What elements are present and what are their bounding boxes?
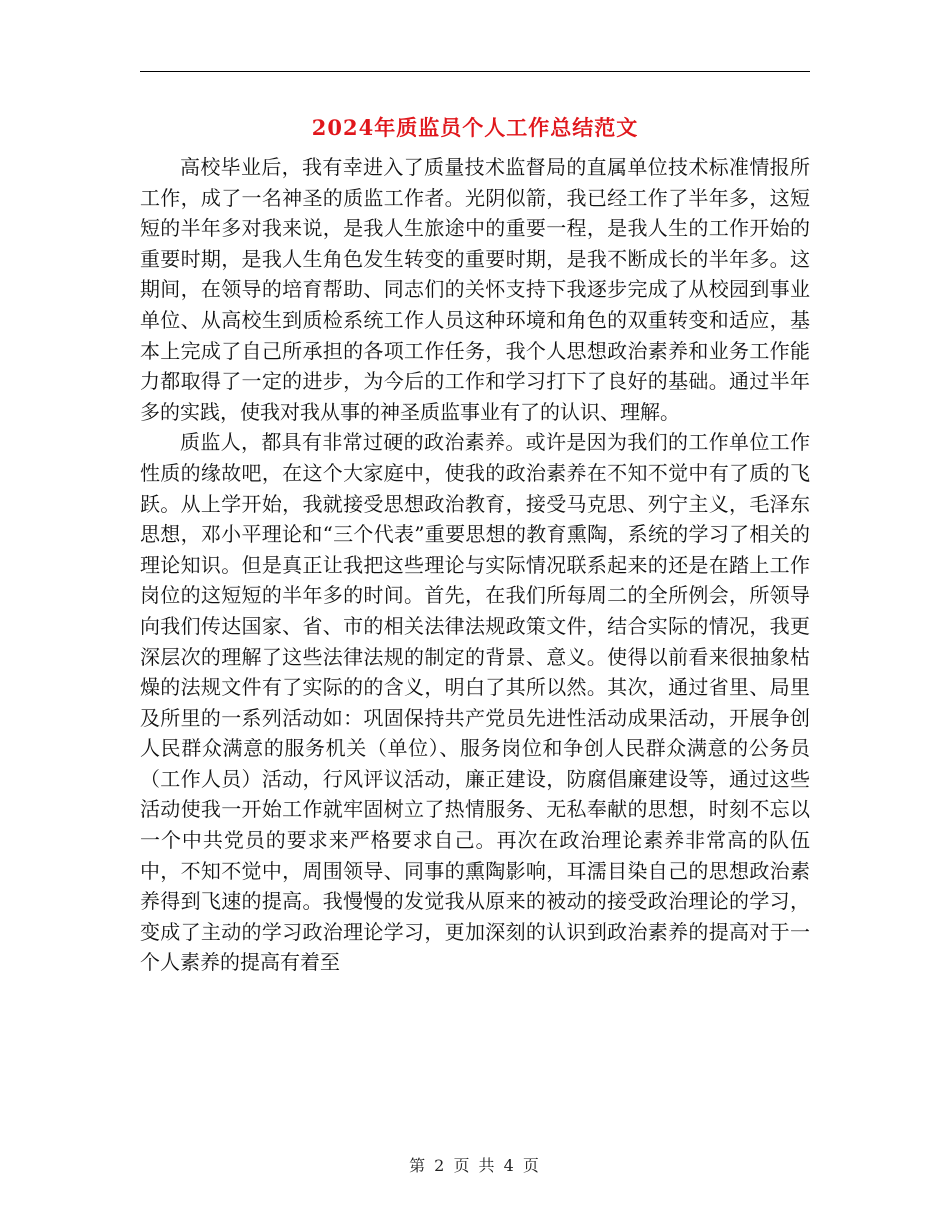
header-rule	[140, 71, 810, 72]
body-paragraph-1: 高校毕业后，我有幸进入了质量技术监督局的直属单位技术标准情报所工作，成了一名神圣的质监工作者。光阴似箭，我已经工作了半年多，这短短的半年多对我来说，是我人生旅途中的重要一程，是我人生的工作开始的重要时期，是我人生角色发生转变的重要时期，是我不断成长的半年多。这期间，在领导的培育帮助、同志们的关怀支持下我逐步完成了从校园到事业单位、从高校生到质检系统工作人员这种环境和角色的双重转变和适应，基本上完成了自己所承担的各项工作任务，我个人思想政治素养和业务工作能力都取得了一定的进步，为今后的工作和学习打下了良好的基础。通过半年多的实践，使我对我从事的神圣质监事业有了的认识、理解。	[140, 155, 810, 424]
body-paragraph-2: 质监人，都具有非常过硬的政治素养。或许是因为我们的工作单位工作性质的缘故吧，在这个大家庭中，使我的政治素养在不知不觉中有了质的飞跃。从上学开始，我就接受思想政治教育，接受马克思、列宁主义，毛泽东思想，邓小平理论和“三个代表”重要思想的教育熏陶，系统的学习了相关的理论知识。但是真正让我把这些理论与实际情况联系起来的还是在踏上工作岗位的这短短的半年多的时间。首先，在我们所每周二的全所例会，所领导向我们传达国家、省、市的相关法律法规政策文件，结合实际的情况，我更深层次的理解了这些法律法规的制定的背景、意义。使得以前看来很抽象枯燥的法规文件有了实际的的含义，明白了其所以然。其次，通过省里、局里及所里的一系列活动如：巩固保持共产党员先进性活动成果活动，开展争创人民群众满意的服务机关（单位）、服务岗位和争创人民群众满意的公务员（工作人员）活动，行风评议活动，廉正建设，防腐倡廉建设等，通过这些活动使我一开始工作就牢固树立了热情服务、无私奉献的思想，时刻不忘以一个中共党员的要求来严格要求自己。再次在政治理论素养非常高的队伍中，不知不觉中，周围领导、同事的熏陶影响，耳濡目染自己的思想政治素养得到飞速的提高。我慢慢的发觉我从原来的被动的接受政治理论的学习，变成了主动的学习政治理论学习，更加深刻的认识到政治素养的提高对于一个人素养的提高有着至	[140, 430, 810, 975]
document-body	[140, 152, 810, 978]
page-number-footer: 第 2 页 共 4 页	[409, 1156, 541, 1175]
document-title: 2024年质监员个人工作总结范文	[311, 115, 639, 140]
